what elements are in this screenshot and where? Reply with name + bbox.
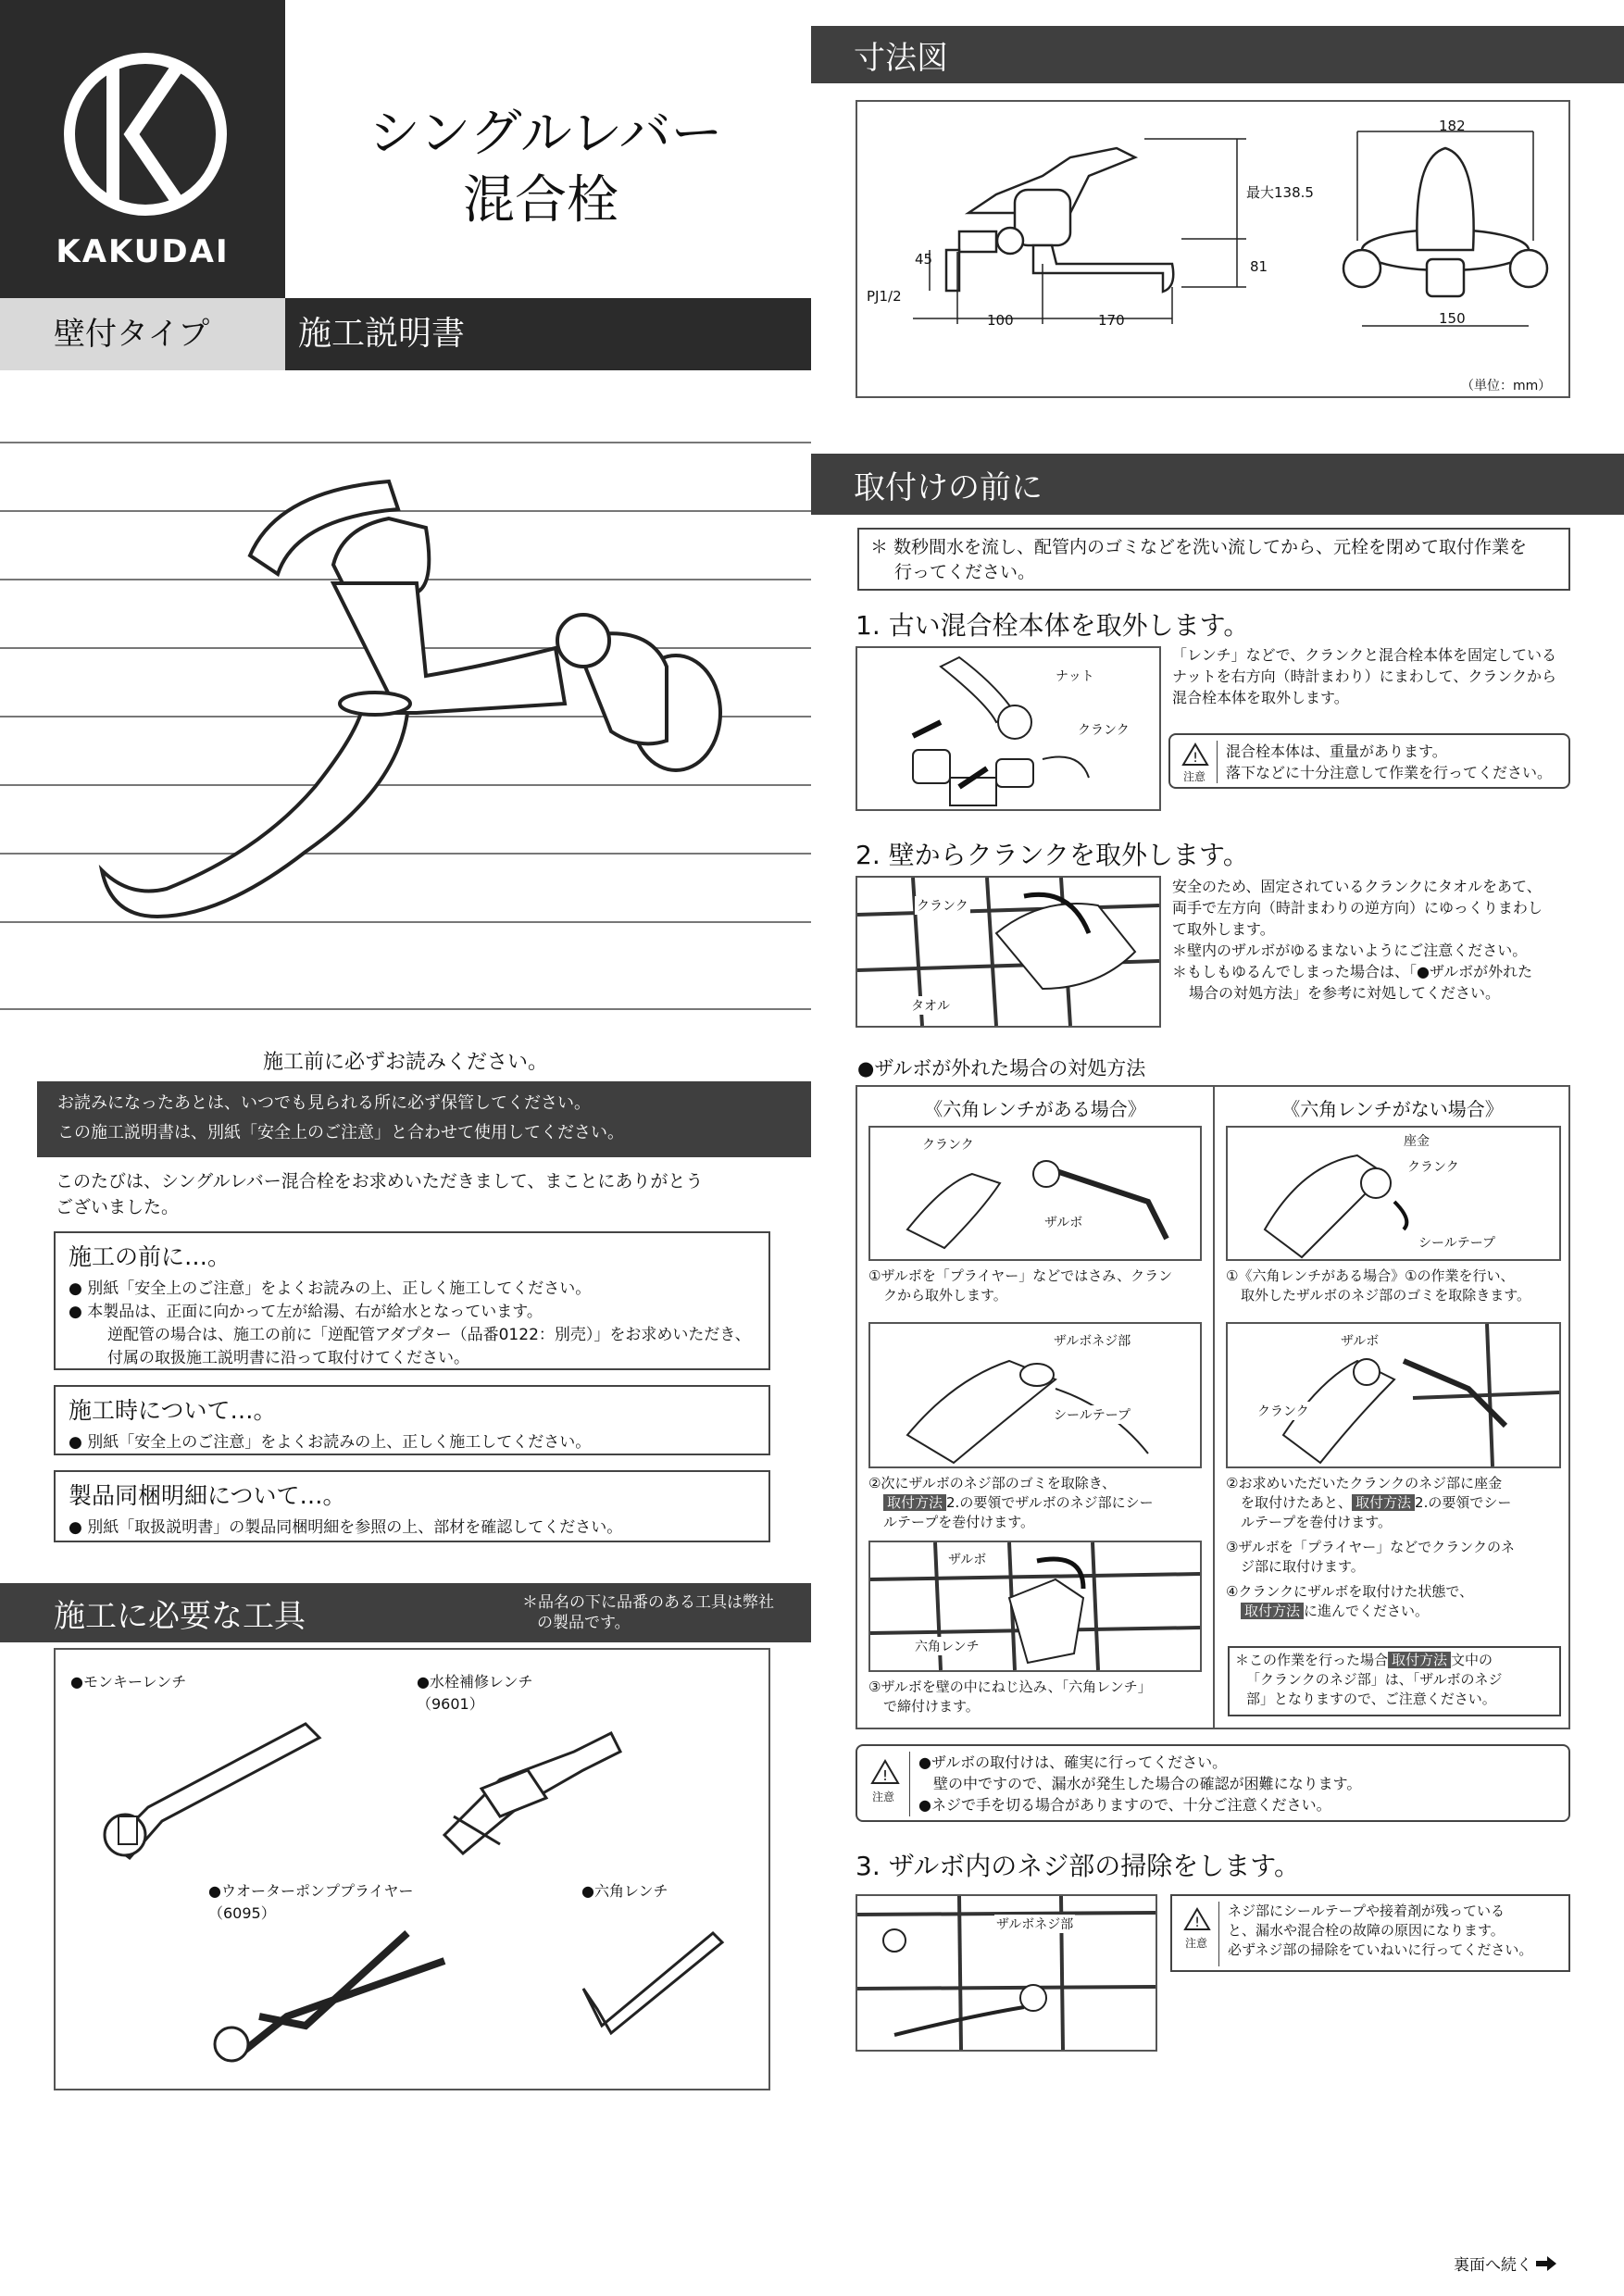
before-mount-note2: 行ってください。 [894,562,1036,582]
zarubo-r2-text2b: 2.の要領でシー [1415,1494,1512,1511]
before-install-item2c: 付属の取扱施工説明書に沿って取付けてください。 [107,1349,469,1367]
tools-note1: ＊品名の下に品番のある工具は弊社 [522,1593,774,1612]
step1-caution-text [1226,741,1552,783]
keep-notice-line2: この施工説明書は、別紙「安全上のご注意」と合わせて使用してください。 [57,1123,624,1142]
step2-desc2: 両手で左方向（時計まわりの逆方向）にゆっくりまわし [1172,899,1543,917]
title-line1: シングルレバー [369,104,723,164]
brand-name: KAKUDAI [56,233,230,270]
tool-name-2: ●水栓補修レンチ [417,1673,533,1691]
zarubo-r1-text1: ①《六角レンチがある場合》①の作業を行い、 [1226,1267,1515,1284]
zarubo-l2-label2: シールテープ [1052,1405,1132,1424]
before-install-item2: ● 本製品は、正面に向かって左が給湯、右が給水となっています。 [69,1303,543,1321]
dim-182: 182 [1439,118,1466,134]
warning-icon [1183,1907,1211,1931]
side-view-drawing [857,102,1302,343]
dim-170: 170 [1098,312,1125,329]
zarubo-r2-text3: ルテープを巻付けます。 [1241,1514,1393,1530]
type-label: 壁付タイプ [0,298,285,370]
step1-caution-label: 注意 [1183,770,1206,783]
before-install-box [54,1231,770,1370]
zarubo-r1-text2: 取外したザルボのネジ部のゴミを取除きます。 [1241,1287,1531,1304]
zarubo-r3-text1: ③ザルボを「プライヤー」などでクランクのネ [1226,1539,1515,1555]
zarubo-left-ill1 [868,1126,1202,1261]
zarubo-l2-text2: 2.の要領でザルボのネジ部にシー [946,1494,1154,1511]
zarubo-r4-text1: ④クランクにザルボを取付けた状態で、 [1226,1583,1474,1600]
thanks-text [56,1168,796,1220]
zarubo-l2-tag: 取付方法 [883,1494,946,1511]
thanks-line2: ございました。 [56,1197,180,1217]
step1-desc3: 混合栓本体を取外します。 [1172,689,1349,706]
zarubo-rnote1b: 文中の [1451,1652,1493,1668]
during-install-item1: ● 別紙「安全上のご注意」をよくお読みの上、正しく施工してください。 [69,1433,592,1452]
zarubo-right-header: 《六角レンチがない場合》 [1281,1098,1504,1120]
step1-desc [1172,644,1570,708]
step3-label: ザルボネジ部 [994,1915,1075,1933]
zarubo-rnote3: 部」となりますので、ご注意ください。 [1246,1691,1496,1707]
step2-desc5: ＊もしもゆるんでしまった場合は、「●ザルボが外れた [1172,963,1533,980]
step1-label-crank: クランク [1076,720,1131,739]
zarubo-right-ill1 [1226,1126,1561,1261]
zarubo-rnote-tag: 取付方法 [1388,1652,1451,1668]
step3-caution-label: 注意 [1185,1937,1208,1950]
zarubo-l2-text [868,1474,1206,1532]
zarubo-r2-text2a: を取付けたあと、 [1241,1494,1353,1511]
contents-item1: ● 別紙「取扱説明書」の製品同梱明細を参照の上、部材を確認してください。 [69,1518,623,1537]
caution2-divider [909,1752,910,1816]
arrow-right-icon [1536,2256,1556,2271]
zarubo-l1-crank: クランク [920,1135,976,1154]
zarubo-r4-tag: 取付方法 [1241,1603,1304,1619]
seal-tape-drawing [870,1324,1200,1466]
tool-name-1: ●モンキーレンチ [70,1673,187,1691]
zarubo-l1-text1: ①ザルボを「プライヤー」などではさみ、クラン [868,1267,1173,1284]
svg-text:!: ! [1194,1915,1200,1930]
caution2-line1: ●ザルボの取付けは、確実に行ってください。 [918,1753,1228,1771]
dimension-drawing-box [856,100,1570,398]
step1-illustration [856,646,1161,811]
footer-continue-label: 裏面へ続く [1454,2256,1532,2275]
caution2-text [918,1752,1361,1816]
zarubo-right-ill2 [1226,1322,1561,1468]
step3-caution1: ネジ部にシールテープや接着剤が残っている [1228,1903,1505,1919]
before-install-item2b: 逆配管の場合は、施工の前に「逆配管アダプター（品番0122：別売）」をお求めいただき、 [107,1326,751,1344]
keep-notice [37,1081,811,1157]
caution2-box [856,1744,1570,1822]
pliers-crank-drawing [1228,1324,1559,1466]
svg-text:!: ! [881,1767,889,1784]
tools-box [54,1648,770,2090]
contents-title: 製品同梱明細について…。 [69,1482,346,1509]
before-install-item1: ● 別紙「安全上のご注意」をよくお読みの上、正しく施工してください。 [69,1279,592,1298]
doc-label: 施工説明書 [285,298,811,370]
dim-150: 150 [1439,310,1466,327]
hex-wrench-icon [574,1924,741,2053]
monkey-wrench-icon [93,1705,333,1863]
thanks-line1: このたびは、シングルレバー混合栓をお求めいただきまして、まことにありがとう [56,1171,704,1192]
step1-caution1: 混合栓本体は、重量があります。 [1226,742,1447,760]
faucet-illustration [0,435,811,1018]
repair-wrench-icon [426,1715,630,1863]
step3-caution-divider [1218,1902,1219,1966]
warning-icon [1181,742,1209,767]
zarubo-l2-text3: ルテープを巻付けます。 [883,1514,1035,1530]
zarubo-l3-text2: で締付けます。 [883,1698,980,1715]
step3-caution-box [1170,1894,1570,1972]
tool-name-3: ●ウオーターポンププライヤー [208,1882,414,1900]
contents-box [54,1470,770,1542]
step2-title: 2. 壁からクランクを取外します。 [856,840,1249,870]
caution2-line3: ●ネジで手を切る場合がありますので、十分ご注意ください。 [918,1796,1331,1814]
step3-illustration [856,1894,1157,2052]
caution2-label: 注意 [872,1791,895,1803]
zarubo-rnote2: 「クランクのネジ部」は、「ザルボのネジ [1246,1671,1503,1688]
zarubo-l3-label1: ザルボ [946,1550,988,1568]
warning-icon [870,1759,900,1785]
zarubo-title: ●ザルボが外れた場合の対処方法 [857,1057,1146,1079]
before-mount-note-box [857,528,1570,591]
before-mount-header: 取付けの前に [811,454,1624,515]
kakudai-logo-icon [57,56,233,213]
step1-desc1: 「レンチ」などで、クランクと混合栓本体を固定している [1172,646,1556,664]
zarubo-l3-text [868,1678,1206,1716]
zarubo-r4-text2-row [1226,1602,1568,1621]
zarubo-right-note [1228,1646,1561,1716]
dim-max-height: 最大138.5 [1246,184,1314,201]
step1-caution-divider [1217,741,1218,783]
before-mount-note1: ＊ 数秒間水を流し、配管内のゴミなどを洗い流してから、元栓を閉めて取付作業を [870,537,1528,557]
zarubo-l1-text2: クから取外します。 [883,1287,1007,1304]
zarubo-l2-text1: ②次にザルボのネジ部のゴミを取除き、 [868,1475,1117,1491]
step2-desc4: ＊壁内のザルボがゆるまないようにご注意ください。 [1172,942,1528,959]
tools-note [522,1592,774,1633]
zarubo-left-ill2 [868,1322,1202,1468]
zarubo-r2-label1: ザルボ [1339,1331,1380,1350]
during-install-title: 施工時について…。 [69,1397,277,1424]
step1-label-nut: ナット [1054,667,1096,685]
read-before-text: 施工前に必ずお読みください。 [262,1051,548,1074]
step3-caution-text [1228,1902,1532,1960]
keep-notice-line1: お読みになったあとは、いつでも見られる所に必ず保管してください。 [57,1093,591,1113]
tools-header-label: 施工に必要な工具 [54,1597,306,1635]
tool-name-4: ●六角レンチ [581,1882,668,1900]
dim-100: 100 [987,312,1014,329]
svg-text:!: ! [1193,751,1198,766]
caution2-line2: 壁の中ですので、漏水が発生した場合の確認が困難になります。 [933,1775,1362,1792]
zarubo-r1-text [1226,1267,1568,1305]
zarubo-l3-text1: ③ザルボを壁の中にねじ込み、「六角レンチ」 [868,1678,1152,1695]
zarubo-l2-label1: ザルボネジ部 [1052,1331,1132,1350]
zarubo-r2-text2-row [1226,1493,1568,1513]
step1-caution-box [1168,733,1570,789]
water-pump-pliers-icon [204,1924,463,2072]
before-install-title: 施工の前に…。 [69,1243,231,1270]
step2-drawing [857,878,1159,1026]
zarubo-r2-tag: 取付方法 [1352,1494,1415,1511]
step2-label-towel: タオル [909,996,952,1015]
zarubo-r2-text1: ②お求めいただいたクランクのネジ部に座金 [1226,1475,1503,1491]
dimensions-header: 寸法図 [811,26,1624,83]
zarubo-rnote1-row [1235,1651,1554,1670]
step1-caution2: 落下などに十分注意して作業を行ってください。 [1226,764,1553,781]
tools-note2: の製品です。 [537,1614,631,1632]
zarubo-r2-label2: クランク [1255,1402,1311,1420]
tool-code-3: （6095） [208,1904,276,1922]
step1-title: 1. 古い混合栓本体を取外します。 [856,610,1250,641]
step2-label-crank: クランク [915,896,970,915]
brand-block [0,0,285,298]
zarubo-r1-label2: クランク [1405,1157,1461,1176]
step2-illustration [856,876,1161,1028]
washer-crank-drawing [1228,1128,1559,1259]
zarubo-divider [1213,1087,1215,1728]
dim-45: 45 [915,251,933,268]
zarubo-rnote1a: ＊この作業を行った場合 [1235,1652,1389,1668]
zarubo-l2-text2-row [868,1493,1206,1513]
zarubo-left-ill3 [868,1541,1202,1672]
zarubo-table [856,1085,1570,1729]
step3-title: 3. ザルボ内のネジ部の掃除をします。 [856,1851,1300,1881]
title-line2: 混合栓 [463,170,618,231]
zarubo-l1-zarubo: ザルボ [1043,1213,1084,1231]
zarubo-r3-text2: ジ部に取付けます。 [1241,1558,1365,1575]
tool-code-2: （9601） [417,1695,484,1713]
step3-caution2: と、漏水や混合栓の故障の原因になります。 [1228,1922,1505,1939]
dim-unit: （単位：mm） [1461,379,1552,393]
tools-header [0,1583,811,1642]
zarubo-r1-label1: 座金 [1402,1131,1431,1150]
zarubo-l1-text [868,1267,1206,1305]
step2-desc6: 場合の対処方法」を参考に対処してください。 [1189,984,1501,1002]
step1-desc2: ナットを右方向（時計まわり）にまわして、クランクから [1172,668,1557,685]
during-install-box [54,1385,770,1455]
zarubo-left-header: 《六角レンチがある場合》 [924,1098,1146,1120]
footer-continue[interactable] [1454,2252,1556,2275]
dim-81: 81 [1250,258,1268,275]
step3-caution3: 必ずネジ部の掃除をていねいに行ってください。 [1228,1941,1533,1958]
dim-pj: PJ1/2 [867,288,902,305]
step2-desc [1172,876,1570,1004]
zarubo-r1-label3: シールテープ [1417,1233,1497,1252]
step2-desc1: 安全のため、固定されているクランクにタオルをあて、 [1172,878,1542,895]
zarubo-r2-text [1226,1474,1568,1621]
step2-desc3: て取外します。 [1172,920,1275,938]
zarubo-r4-text2: に進んでください。 [1304,1603,1430,1619]
zarubo-l3-label2: 六角レンチ [913,1637,981,1655]
